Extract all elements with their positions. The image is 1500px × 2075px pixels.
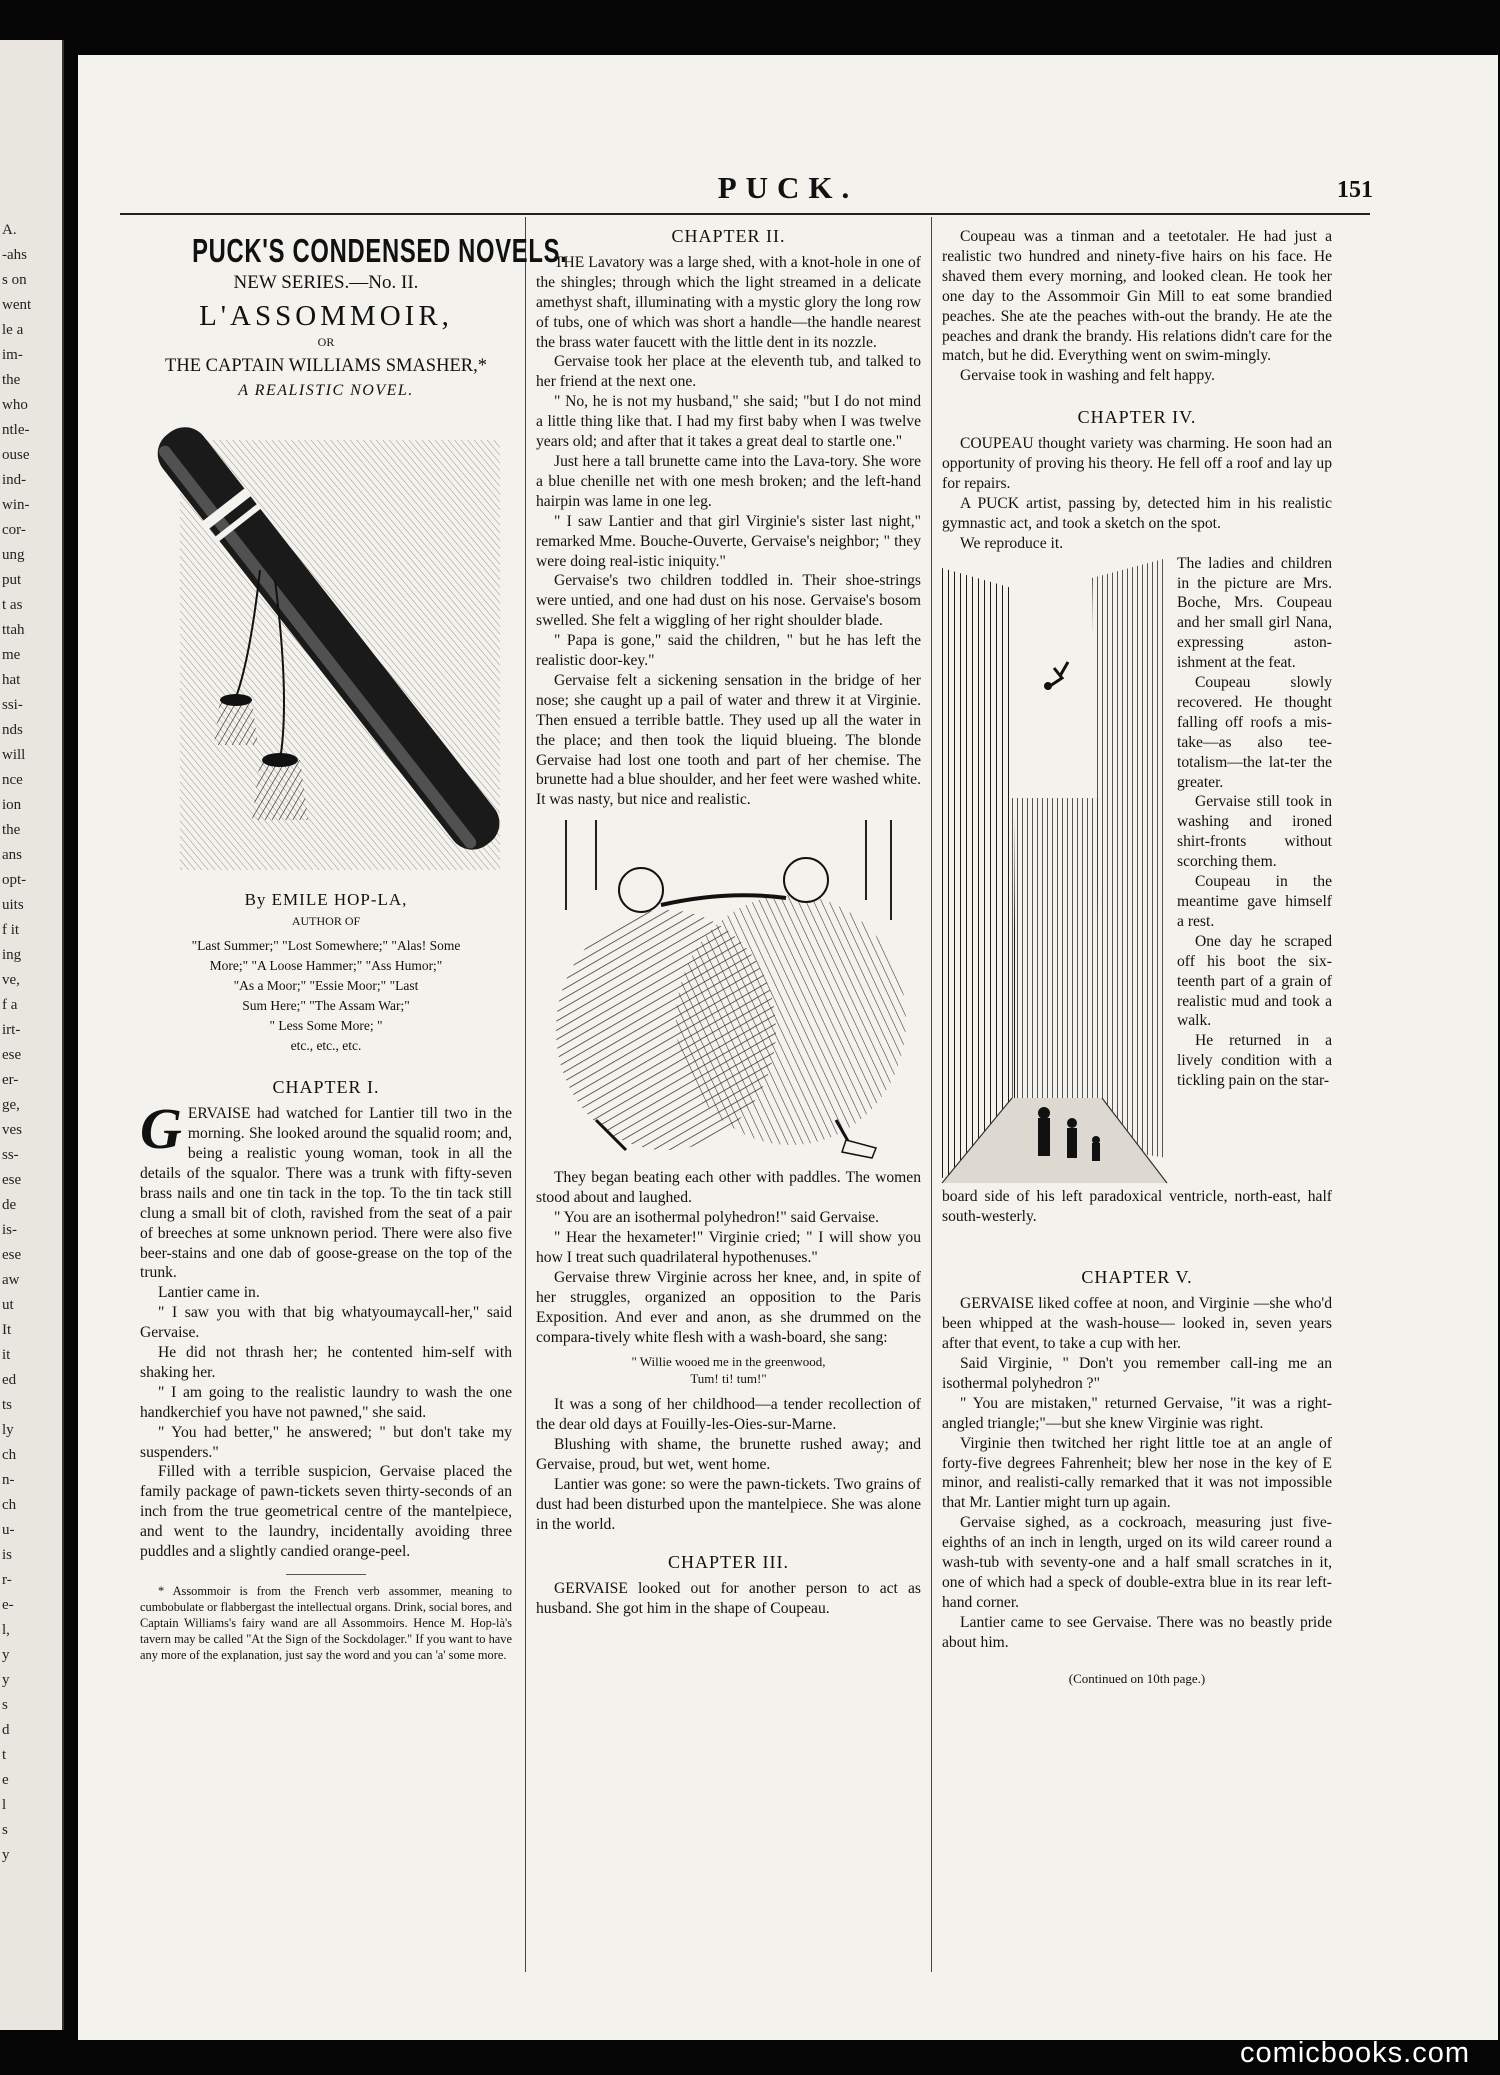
edge-fragment: e [2,1772,9,1788]
chapter-2-paragraph: Blushing with shame, the brunette rushed away; and Gervaise, proud, but wet, went home. [536,1436,921,1474]
edge-fragment: It [2,1322,12,1338]
rooftop-fall-illustration-frame [942,558,1167,1183]
works-line: Sum Here;" "The Assam War;" [242,998,410,1014]
chapter-1-paragraph: Filled with a terrible suspicion, Gervaise placed the family package of pawn-tickets seven thirty-seconds of an inch from the true geometrical centre of the mantelpiece, and went to the laundry, incidentally avoiding three puddles and a slightly candied orange-peel. [140,1463,512,1561]
chapter-2-heading: CHAPTER II. [671,226,786,246]
edge-fragment: win- [2,497,30,513]
edge-fragment: le a [2,322,24,338]
edge-fragment: will [2,747,26,763]
edge-fragment: r- [2,1572,12,1588]
magazine-page [78,55,1498,2040]
chapter-4-paragraph: The ladies and children in the picture are Mrs. Boche, Mrs. Coupeau and her small girl Nana, expressing aston-ishment at the feat. [1177,554,1332,672]
header-rule [120,213,1370,215]
edge-fragment: u- [2,1522,15,1538]
edge-fragment: y [2,1647,10,1663]
edge-fragment: s on [2,272,27,288]
edge-fragment: irt- [2,1022,21,1038]
chapter-2-paragraph: They began beating each other with paddles. The women stood about and laughed. [536,1169,921,1207]
edge-fragment: ntle- [2,422,30,438]
edge-fragment: put [2,572,22,588]
rooftop-fall-illustration [942,558,1167,1183]
edge-fragment: ans [2,847,22,863]
masthead: PUCK. [717,170,859,205]
chapter-2-paragraph: THE Lavatory was a large shed, with a knot-hole in one of the shingles; through which the light streamed in a delicate amethyst shaft, illuminating with a mystic glory the long row of tubs, one of which was short a handle—the handle nearest the brass water faucett with the little dent in its nozzle. [536,253,921,351]
chapter-3-paragraph: Coupeau was a tinman and a teetotaler. He had just a realistic two hundred and ninety-five hairs on his face. He shaved them every morning, and looked clean. He took her one day to the Assommoir Gin Mill to eat some brandied peaches. She ate the peaches with-out the brandy. He ate the peaches and drank the brandy. His relations didn't care for the match, but he did. Everything went on swim-mingly. [942,228,1332,365]
chapter-2-paragraph: Gervaise's two children toddled in. Their shoe-strings were untied, and one had dust on his nose. Gervaise's bosom swelled. She felt a wiggling of her right shoulder blade. [536,572,921,630]
chapter-2-paragraph: " No, he is not my husband," she said; "but I do not mind a little thing like that. I had my first baby when I was twelve years old; and after that it takes a great deal to startle one." [536,393,921,451]
footnote-rule [286,1574,366,1575]
edge-fragment: ing [2,947,22,963]
works-line: "Last Summer;" "Lost Somewhere;" "Alas! Some [191,938,461,954]
novel-kind: A REALISTIC NOVEL. [238,381,414,399]
edge-fragment: is [2,1547,13,1563]
chapter-4-paragraph: We reproduce it. [960,534,1064,552]
edge-fragment: -ahs [2,247,27,263]
column-divider-1 [525,217,526,1972]
edge-fragment: me [2,647,21,663]
edge-fragment: ese [2,1172,22,1188]
chapter-4-paragraph: Gervaise still took in washing and ironed shirt-fronts without scorching them. [1177,793,1332,871]
edge-fragment: opt- [2,872,27,888]
chapter-4-paragraph: He returned in a lively condition with a tickling pain on the star- [1177,1032,1332,1090]
edge-fragment: n- [2,1472,15,1488]
chapter-4-heading: CHAPTER IV. [1077,407,1197,428]
author-of: AUTHOR OF [291,914,361,929]
edge-fragment: ese [2,1047,22,1063]
truncheon-illustration [140,400,512,890]
edge-fragment: ch [2,1497,17,1513]
chapter-2-paragraph: Lantier was gone: so were the pawn-tickets. Two grains of dust had been disturbed upon the mantelpiece. She was alone in the world. [536,1476,921,1533]
works-line: " Less Some More; " [269,1018,383,1034]
chapter-5-paragraph: Virginie then twitched her right little toe at an angle of forty-five degrees Fahrenheit; blew her nose in the key of E minor, and realisti-cally remarked that it was not impossible that Mr. Lantier might turn up again. [942,1434,1332,1512]
chapter-5-paragraph: GERVAISE liked coffee at noon, and Virginie —she who'd been whipped at the wash-house— looked in, seven years after that event, to take a cup with her. [942,1295,1332,1353]
chapter-4-paragraph: COUPEAU thought variety was charming. He soon had an opportunity of proving his theory. He fell off a roof and lay up for repairs. [942,435,1332,492]
edge-fragment: the [2,372,21,388]
chapter-2-paragraph: " I saw Lantier and that girl Virginie's sister last night," remarked Mme. Bouche-Ouverte, Gervaise's neighbor; " they were doing real-istic iniquity." [536,512,921,570]
edge-fragment: y [2,1847,10,1863]
edge-fragment: er- [2,1072,19,1088]
edge-fragment: is- [2,1222,17,1238]
novel-title: L'ASSOMMOIR, [199,299,453,332]
chapter-3-heading: CHAPTER III. [668,1551,789,1572]
chapter-3-paragraph: GERVAISE looked out for another person to act as husband. She got him in the shape of Coupeau. [536,1579,921,1617]
chapter-5-heading: CHAPTER V. [1081,1267,1193,1288]
byline: By EMILE HOP-LA, [244,890,408,910]
edge-fragment: it [2,1347,11,1363]
edge-fragment: ttah [2,622,25,638]
edge-fragment: ts [2,1397,13,1413]
chapter-1-paragraph: " I am going to the realistic laundry to wash the one handkerchief you have not pawned," she said. [140,1383,512,1421]
page-number: 151 [1337,177,1373,203]
edge-fragment: went [2,297,32,313]
edge-fragment: t [2,1747,7,1763]
chapter-2-paragraph: " You are an isothermal polyhedron!" said Gervaise. [554,1209,879,1227]
chapter-2-paragraph: Gervaise took her place at the eleventh tub, and talked to her friend at the next one. [536,353,921,391]
edge-fragment: t as [2,597,23,613]
edge-fragment: l, [2,1622,10,1638]
chapter-1-paragraph: GERVAISE had watched for Lantier till two in the morning. She looked around the squalid room; and, being a realistic young woman, took in all the details of the squalor. There was a trunk with fifty-seven brass nails and one tin tack in the top. To the tin tack still clung a small bit of cloth, ravished from the seat of a pair of breeches at some unknown period. There were also five beer-stains and one dab of goose-grease on the top of the trunk. [140,1096,512,1282]
novel-or: OR [317,334,335,349]
edge-fragment: ch [2,1447,17,1463]
edge-fragment: cor- [2,522,26,538]
edge-fragment: s [2,1822,8,1838]
edge-fragment: the [2,822,21,838]
song-line: " Willie wooed me in the greenwood, [631,1354,826,1370]
chapter-4-paragraph: Coupeau slowly recovered. He thought falling off roofs a mis-take—as also tee-totalism—the lat-ter the greater. [1177,674,1332,791]
edge-fragment: d [2,1722,10,1738]
edge-fragment: de [2,1197,17,1213]
edge-fragment: l [2,1797,7,1813]
works-line: "As a Moor;" "Essie Moor;" "Last [233,978,419,994]
column-2 [536,227,921,1972]
song-line: Tum! ti! tum!" [690,1371,767,1387]
edge-fragment: ese [2,1247,22,1263]
column-1 [140,227,568,1972]
series-number: NEW SERIES.—No. II. [233,271,419,293]
edge-fragment: ed [2,1372,17,1388]
chapter-2-paragraph: Just here a tall brunette came into the Lava-tory. She wore a blue chenille net with one mesh broken; and the left-hand hairpin was lame in one leg. [536,452,921,510]
chapter-4-paragraph: Coupeau in the meantime gave himself a rest. [1177,873,1332,930]
chapter-4-paragraph: board side of his left paradoxical ventricle, north-east, half south-westerly. [942,1187,1332,1225]
works-line: etc., etc., etc. [290,1038,362,1054]
drop-cap: G [140,1096,182,1162]
edge-fragment: ss- [2,1147,19,1163]
continued-note: (Continued on 10th page.) [1068,1670,1206,1686]
song-verse [536,1353,921,1387]
edge-fragment: e- [2,1597,14,1613]
chapter-5-paragraph: " You are mistaken," returned Gervaise, "it was a right-angled triangle;"—but she knew Virginie was right. [942,1394,1332,1432]
chapter-2-paragraph: Gervaise felt a sickening sensation in the bridge of her nose; she caught up a pail of water and threw it at Virginie. Then ensued a terrible battle. They used up all the water in the place; and then took the liquid blueing. The blonde Gervaise had lost one tooth and part of her chemise. The brunette had a blue shoulder, and her feet were washed white. It was nasty, but nice and realistic. [536,671,921,809]
edge-fragment: hat [2,672,21,688]
site-watermark: comicbooks.com [1240,2037,1470,2069]
edge-fragment: im- [2,347,23,363]
chapter-2-paragraph: Gervaise threw Virginie across her knee, and, in spite of her struggles, organized an opposition to the Paris Exposition. And ever and anon, as she drummed on the compara-tively white flesh with a wash-board, she sang: [536,1268,921,1346]
chapter-1-paragraph: He did not thrash her; he contented him-self with shaking her. [140,1344,512,1381]
chapter-4-paragraph: One day he scraped off his boot the six-teenth part of a grain of realistic mud and took a walk. [1177,932,1332,1030]
novel-subtitle: THE CAPTAIN WILLIAMS SMASHER,* [165,355,487,376]
edge-fragment: who [2,397,28,413]
edge-fragment: ion [2,797,22,813]
edge-fragment: s [2,1697,8,1713]
edge-fragment: ve, [2,972,20,988]
edge-fragment: f it [2,922,20,938]
edge-fragment: ung [2,547,25,563]
footnote: * Assommoir is from the French verb assommer, meaning to cumbobulate or flabbergast the intellectual organs. Drink, social bores, and Captain Williams's fairy wand are all Assommoirs. Hence M. Hop-là's tavern may be called "At the Sign of the Sockdolager." If you want to have any more of the explanation, just say the word and you can 'a' some more. [140,1584,512,1662]
edge-fragment: nds [2,722,23,738]
edge-fragment: ut [2,1297,14,1313]
edge-fragment: ouse [2,447,30,463]
chapter-5-paragraph: Lantier came to see Gervaise. There was no beastly pride about him. [942,1613,1332,1651]
edge-fragment: ind- [2,472,27,488]
edge-fragment: f a [2,997,18,1013]
edge-fragment: aw [2,1272,20,1288]
chapter-1-paragraph: " You had better," he answered; " but don't take my suspenders." [140,1423,512,1461]
chapter-3-paragraph: Gervaise took in washing and felt happy. [960,367,1215,385]
edge-fragment: nce [2,772,23,788]
edge-fragment: A. [2,222,17,238]
laundry-fight-illustration [536,820,921,1160]
chapter-2-paragraph: It was a song of her childhood—a tender recollection of the dear old days at Fouilly-les-Oies-sur-Marne. [536,1396,921,1434]
chapter-2-paragraph: " Hear the hexameter!" Virginie cried; " I will show you how I treat such quadrilateral hypothenuses." [536,1229,921,1266]
edge-fragment: ly [2,1422,14,1438]
column-3 [942,227,1332,1972]
column-divider-2 [931,217,932,1972]
chapter-5-paragraph: Said Virginie, " Don't you remember call-ing me an isothermal polyhedron ?" [942,1355,1332,1392]
edge-fragment: ves [2,1122,22,1138]
chapter-1-heading: CHAPTER I. [272,1077,380,1098]
series-title: PUCK'S CONDENSED NOVELS. [192,232,568,269]
edge-fragment: y [2,1672,10,1688]
chapter-2-paragraph: " Papa is gone," said the children, " but he has left the realistic door-key." [536,632,921,670]
edge-fragment: uits [2,897,24,913]
chapter-1-paragraph: Lantier came in. [158,1284,260,1302]
chapter-4-paragraph: A PUCK artist, passing by, detected him in his realistic gymnastic act, and took a sketch on the spot. [942,494,1332,532]
works-list [140,936,512,1056]
chapter-1-paragraph: " I saw you with that big whatyoumaycall-her," said Gervaise. [140,1304,512,1342]
edge-fragment: ssi- [2,697,23,713]
edge-fragment: ge, [2,1097,20,1113]
adjacent-page-edge [0,40,64,2030]
chapter-5-paragraph: Gervaise sighed, as a cockroach, measuring just five-eighths of an inch in length, urged on its wild career round a wash-tub with seventy-one and a half small scratches in it, one of which had a speck of double-extra blue in its rear left-hand corner. [942,1514,1332,1611]
works-line: More;" "A Loose Hammer;" "Ass Humor;" [209,958,443,974]
